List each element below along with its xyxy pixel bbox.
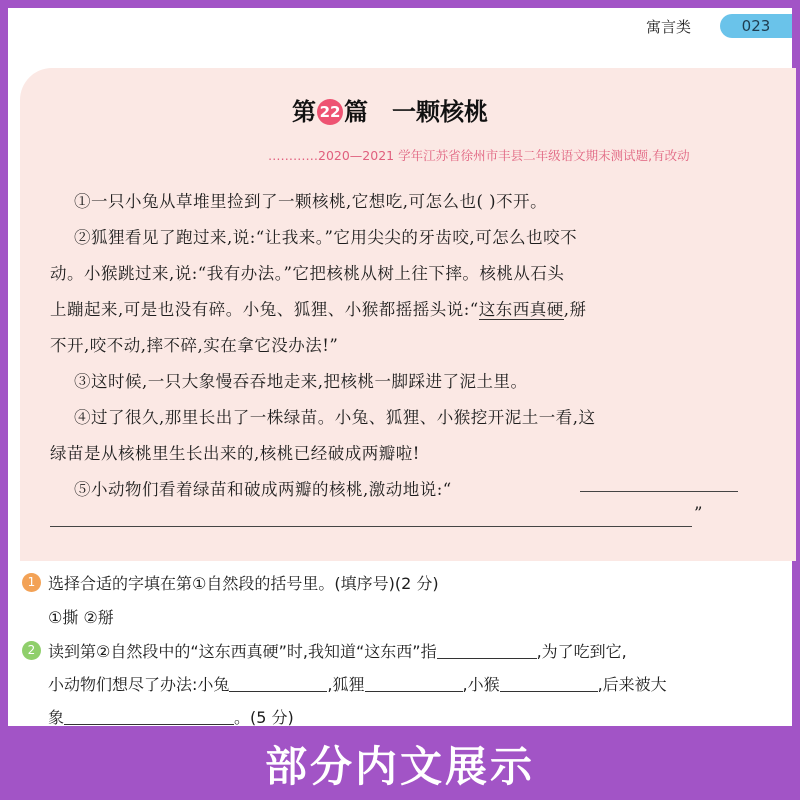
- answer-blank-p5-b[interactable]: [50, 526, 692, 527]
- answer-blank-monkey[interactable]: [500, 690, 598, 692]
- article-source: …………2020—2021 学年江苏省徐州市丰县二年级语文期末测试题,有改动: [268, 148, 690, 163]
- question-1-options: ①撕 ②掰: [48, 608, 114, 627]
- question-2-line-3: 象 。(5 分): [48, 708, 294, 727]
- promo-banner: 部分内文展示: [264, 742, 535, 791]
- article-title: 一颗核桃: [392, 98, 488, 126]
- paragraph-2-line-1: ②狐狸看见了跑过来,说:“让我来。”它用尖尖的牙齿咬,可怎么也咬不: [74, 228, 578, 247]
- paragraph-5: ⑤小动物们看着绿苗和破成两瓣的核桃,激动地说:“: [74, 480, 452, 499]
- paragraph-2-line-4: 不开,咬不动,摔不碎,实在拿它没办法!”: [50, 336, 339, 355]
- paragraph-2-line-3: 上蹦起来,可是也没有碎。小兔、狐狸、小猴都摇摇头说:“这东西真硬,掰: [50, 300, 587, 319]
- underlined-phrase: 这东西真硬: [478, 300, 564, 319]
- question-2-line-1: 读到第②自然段中的“这东西真硬”时,我知道“这东西”指 ,为了吃到它,: [48, 642, 627, 661]
- question-1-badge: 1: [22, 573, 41, 592]
- question-2-badge: 2: [22, 641, 41, 660]
- closing-quote: ”: [694, 504, 703, 523]
- paragraph-3: ③这时候,一只大象慢吞吞地走来,把核桃一脚踩进了泥土里。: [74, 372, 528, 391]
- question-1-text: 选择合适的字填在第①自然段的括号里。(填序号)(2 分): [48, 574, 439, 593]
- article-title-block: [292, 92, 488, 127]
- title-prefix: 第: [292, 98, 316, 126]
- paragraph-4-line-1: ④过了很久,那里长出了一株绿苗。小兔、狐狸、小猴挖开泥土一看,这: [74, 408, 596, 427]
- article-number-badge: 22: [317, 99, 343, 125]
- page-number-tab: 023: [720, 14, 792, 38]
- paragraph-1: ①一只小兔从草堆里捡到了一颗核桃,它想吃,可怎么也( )不开。: [74, 192, 548, 211]
- title-mid: 篇: [344, 98, 368, 126]
- paragraph-4-line-2: 绿苗是从核桃里生长出来的,核桃已经破成两瓣啦!: [50, 444, 420, 463]
- answer-blank-p5-a[interactable]: [580, 491, 738, 492]
- answer-blank-elephant[interactable]: [64, 723, 234, 725]
- question-2-line-2: 小动物们想尽了办法:小兔 ,狐狸 ,小猴 ,后来被大: [48, 675, 667, 694]
- answer-blank-rabbit[interactable]: [229, 690, 327, 692]
- paragraph-2-line-2: 动。小猴跳过来,说:“我有办法。”它把核桃从树上往下摔。核桃从石头: [50, 264, 565, 283]
- answer-blank-fox[interactable]: [365, 690, 463, 692]
- answer-blank-zhe-dongxi[interactable]: [437, 657, 537, 659]
- header-category: 寓言类: [646, 18, 692, 36]
